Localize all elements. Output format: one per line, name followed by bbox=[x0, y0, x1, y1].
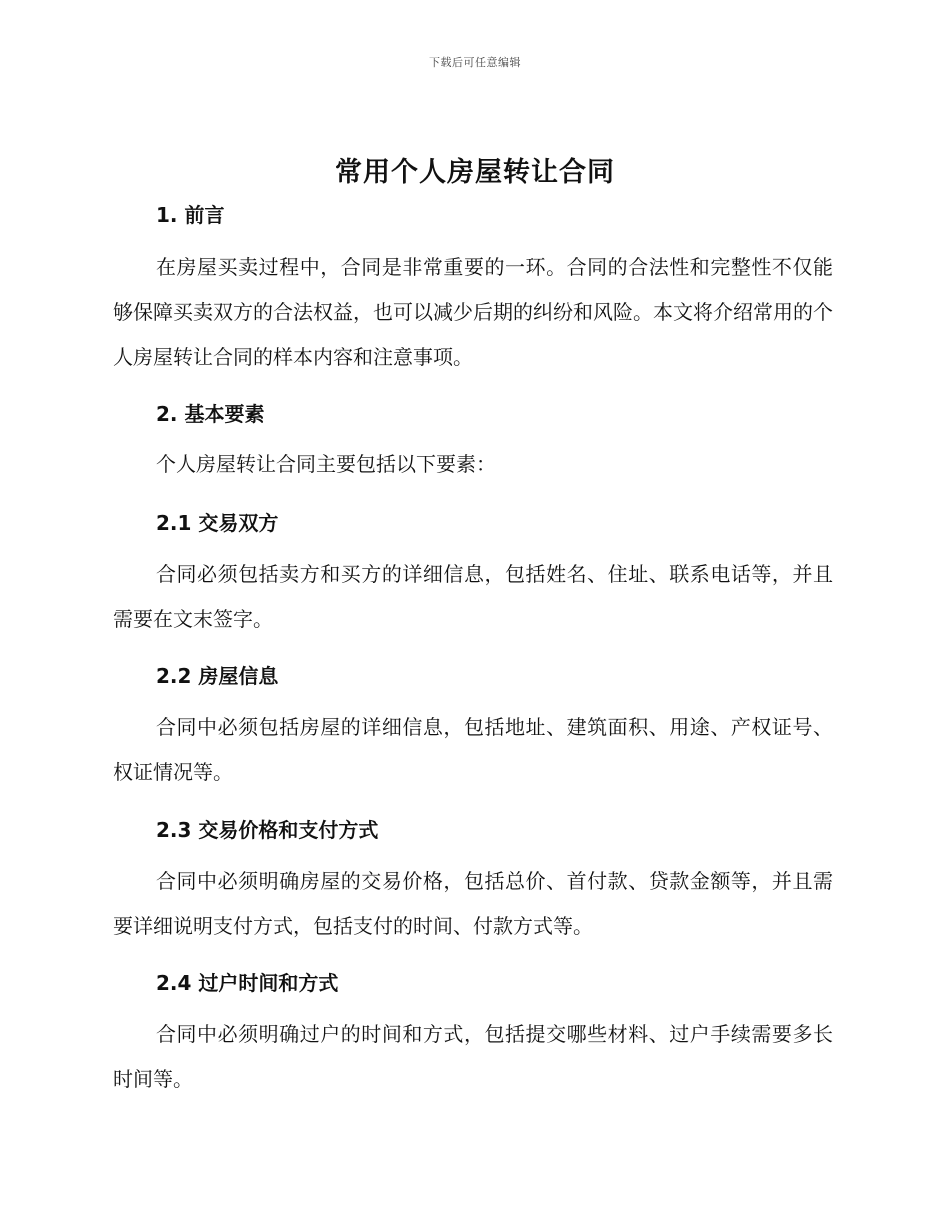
section-heading-parties: 2.1 交易双方 bbox=[156, 511, 279, 535]
section-heading-transfer: 2.4 过户时间和方式 bbox=[156, 971, 339, 995]
section-paragraph-transfer: 合同中必须明确过户的时间和方式，包括提交哪些材料、过户手续需要多长时间等。 bbox=[113, 1022, 833, 1091]
section-paragraph-basic-elements: 个人房屋转让合同主要包括以下要素： bbox=[156, 452, 496, 476]
section-heading-property-info: 2.2 房屋信息 bbox=[156, 664, 279, 688]
section-paragraph-parties: 合同必须包括卖方和买方的详细信息，包括姓名、住址、联系电话等，并且需要在文末签字。 bbox=[113, 562, 833, 631]
section-paragraph-price-payment: 合同中必须明确房屋的交易价格，包括总价、首付款、贷款金额等，并且需要详细说明支付方式，包括支付的时间、付款方式等。 bbox=[113, 869, 833, 938]
section-heading-preface: 1. 前言 bbox=[156, 203, 225, 227]
section-heading-price-payment: 2.3 交易价格和支付方式 bbox=[156, 818, 379, 842]
document-title: 常用个人房屋转让合同 bbox=[335, 157, 615, 188]
header-note: 下载后可任意编辑 bbox=[429, 56, 521, 69]
section-paragraph-property-info: 合同中必须包括房屋的详细信息，包括地址、建筑面积、用途、产权证号、权证情况等。 bbox=[113, 715, 833, 784]
section-heading-basic-elements: 2. 基本要素 bbox=[156, 402, 265, 426]
section-paragraph-preface: 在房屋买卖过程中，合同是非常重要的一环。合同的合法性和完整性不仅能够保障买卖双方的合法权益，也可以减少后期的纠纷和风险。本文将介绍常用的个人房屋转让合同的样本内容和注意事项。 bbox=[113, 255, 833, 369]
